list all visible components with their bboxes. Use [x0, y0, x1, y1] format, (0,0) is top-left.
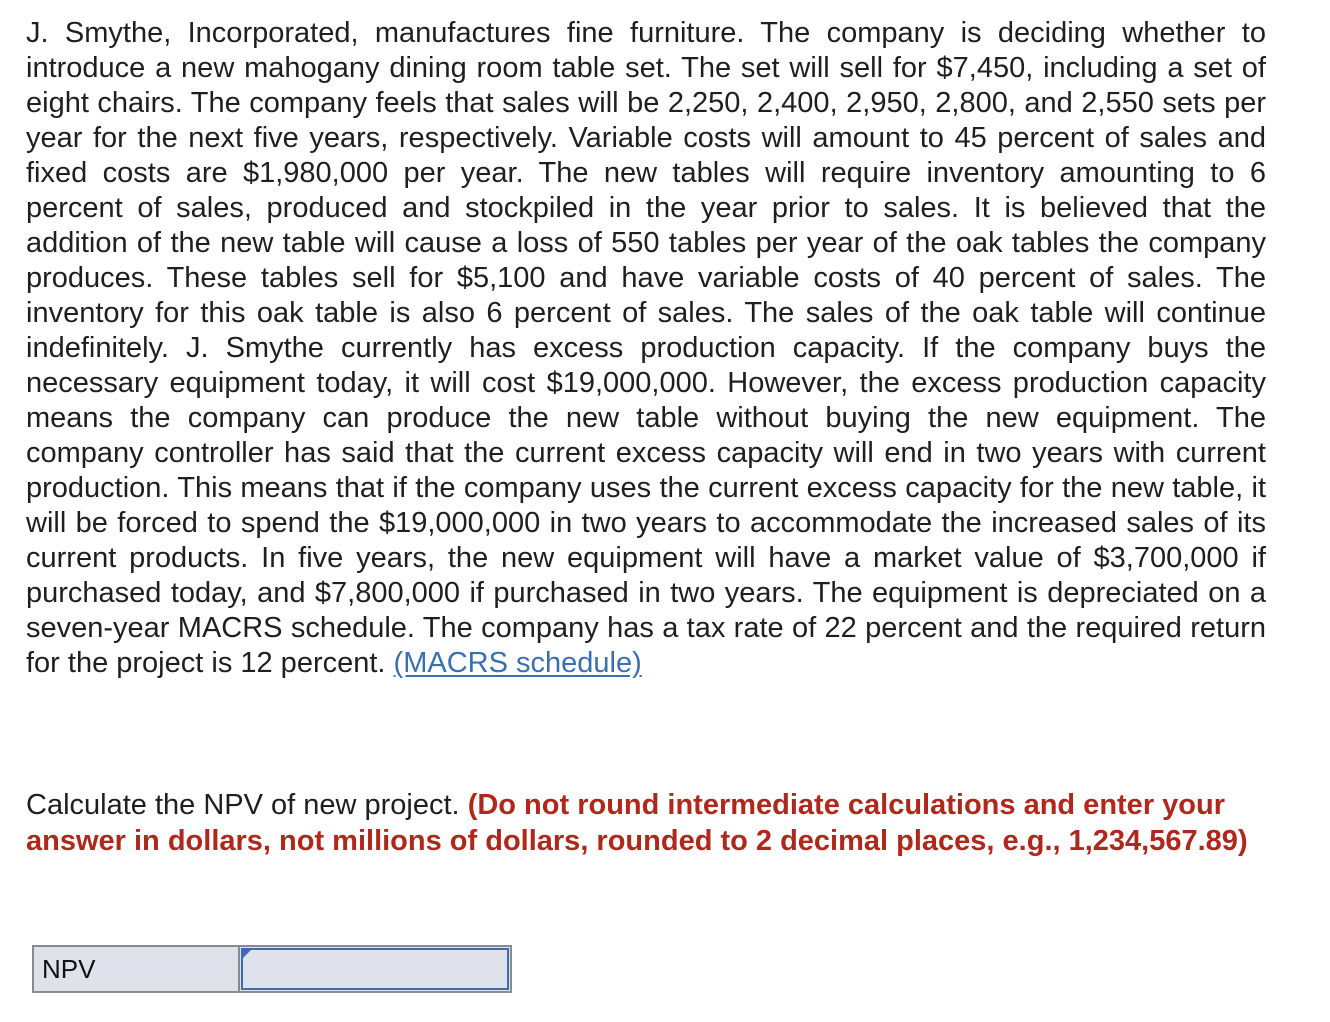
question-block	[26, 787, 1266, 859]
npv-label: NPV	[34, 947, 240, 991]
question-prompt: Calculate the NPV of new project.	[26, 789, 460, 821]
macrs-schedule-link[interactable]: (MACRS schedule)	[393, 647, 642, 679]
problem-statement	[26, 16, 1266, 681]
answer-instruction: (Do not round intermediate calculations and enter your answer in dollars, not millions of dollars, rounded to 2 decimal places, e.g., 1,234,567.89)	[26, 789, 1248, 857]
answer-table	[32, 945, 512, 993]
npv-input[interactable]	[241, 948, 509, 990]
npv-answer-cell	[240, 947, 510, 991]
problem-text: J. Smythe, Incorporated, manufactures fine furniture. The company is deciding whether to introduce a new mahogany dining room table set. The set will sell for $7,450, including a set of eight chairs. The company feels that sales will be 2,250, 2,400, 2,950, 2,800, and 2,550 sets per year for the next five years, respectively. Variable costs will amount to 45 percent of sales and fixed costs are $1,980,000 per year. The new tables will require inventory amounting to 6 percent of sales, produced and stockpiled in the year prior to sales. It is believed that the addition of the new table will cause a loss of 550 tables per year of the oak tables the company produces. These tables sell for $5,100 and have variable costs of 40 percent of sales. The inventory for this oak table is also 6 percent of sales. The sales of the oak table will continue indefinitely. J. Smythe currently has excess production capacity. If the company buys the necessary equipment today, it will cost $19,000,000. However, the excess production capacity means the company can produce the new table without buying the new equipment. The company controller has said that the current excess capacity will end in two years with current production. This means that if the company uses the current excess capacity for the new table, it will be forced to spend the $19,000,000 in two years to accommodate the increased sales of its current products. In five years, the new equipment will have a market value of $3,700,000 if purchased today, and $7,800,000 if purchased in two years. The equipment is depreciated on a seven-year MACRS schedule. The company has a tax rate of 22 percent and the required return for the project is 12 percent.	[26, 17, 1266, 679]
